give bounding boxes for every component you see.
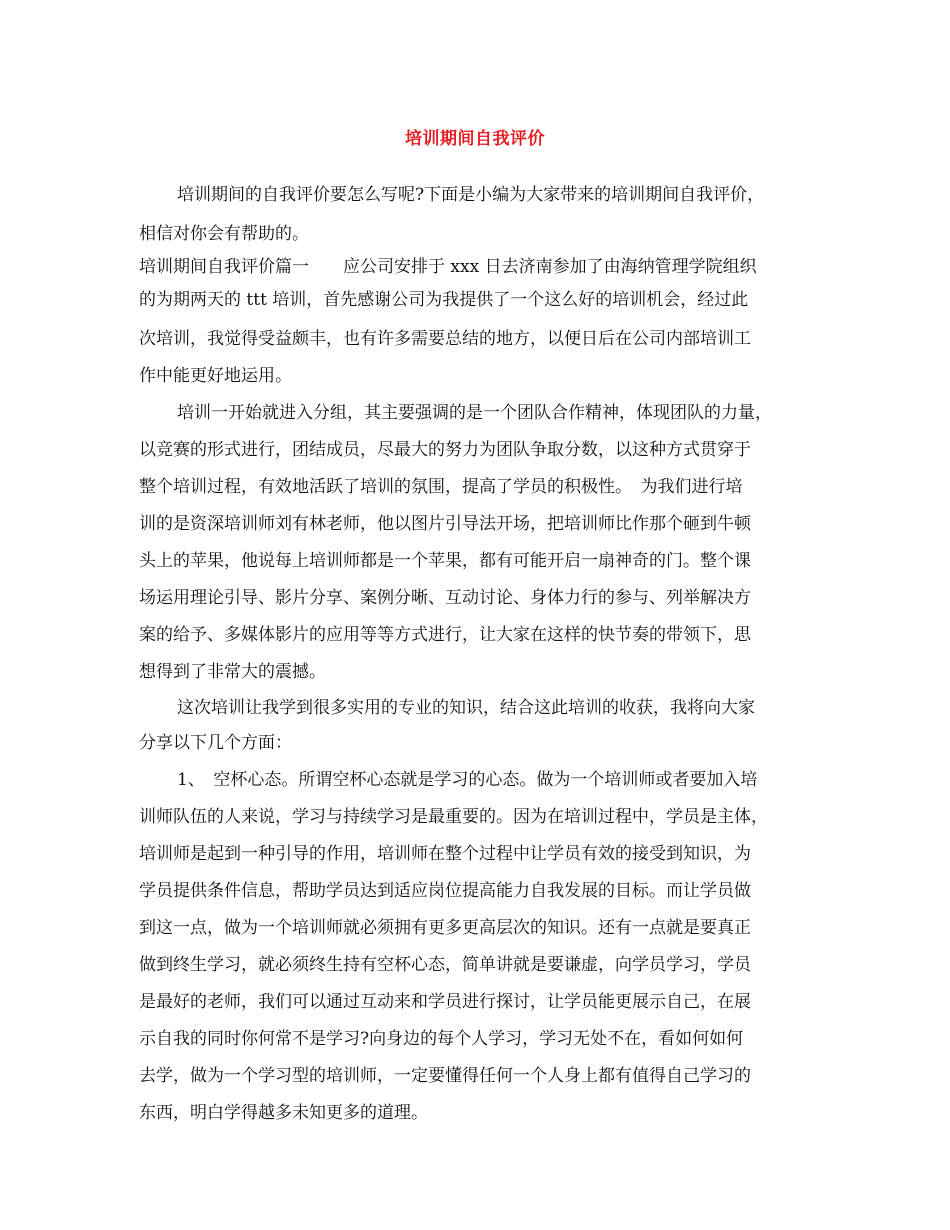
paragraph-line: 分享以下几个方面：: [139, 733, 292, 753]
paragraph-line: 培训期间的自我评价要怎么写呢?下面是小编为大家带来的培训期间自我评价，: [177, 185, 765, 205]
paragraph-line: 以竞赛的形式进行，团结成员，尽最大的努力为团队争取分数，以这种方式贯穿于: [139, 440, 751, 460]
paragraph-line: 去学，做为一个学习型的培训师，一定要懂得任何一个人身上都有值得自己学习的: [139, 1066, 751, 1086]
paragraph-line: 训的是资深培训师刘有林老师，他以图片引导法开场，把培训师比作那个砸到牛顿: [139, 514, 751, 534]
paragraph-line: 东西，明白学得越多未知更多的道理。: [139, 1103, 428, 1123]
paragraph-line: 作中能更好地运用。: [139, 366, 292, 386]
paragraph-line: 想得到了非常大的震撼。: [139, 662, 326, 682]
paragraph-line: 是最好的老师，我们可以通过互动来和学员进行探讨，让学员能更展示自己，在展: [139, 992, 751, 1012]
paragraph-line: 示自我的同时你何常不是学习?向身边的每个人学习，学习无处不在，看如何如何: [139, 1029, 744, 1049]
paragraph-line: 学员提供条件信息，帮助学员达到适应岗位提高能力自我发展的目标。而让学员做: [139, 881, 751, 901]
paragraph-line: 1、 空杯心态。所谓空杯心态就是学习的心态。做为一个培训师或者要加入培: [177, 770, 758, 790]
document-title: 培训期间自我评价: [405, 129, 545, 149]
paragraph-line: 训师队伍的人来说，学习与持续学习是最重要的。因为在培训过程中，学员是主体，: [139, 807, 768, 827]
paragraph-line: 整个培训过程，有效地活跃了培训的氛围，提高了学员的积极性。 为我们进行培: [139, 477, 743, 497]
paragraph-line: 的为期两天的 ttt 培训，首先感谢公司为我提供了一个这么好的培训机会，经过此: [139, 290, 749, 310]
paragraph-line: 培训师是起到一种引导的作用，培训师在整个过程中让学员有效的接受到知识，为: [139, 844, 751, 864]
paragraph-line: 做到终生学习，就必须终生持有空杯心态，简单讲就是要谦虚，向学员学习，学员: [139, 955, 751, 975]
paragraph-line: 相信对你会有帮助的。: [139, 224, 309, 244]
paragraph-line: 这次培训让我学到很多实用的专业的知识，结合这此培训的收获，我将向大家: [177, 698, 755, 718]
paragraph-line: 次培训，我觉得受益颇丰，也有许多需要总结的地方，以便日后在公司内部培训工: [139, 329, 751, 349]
paragraph-line: 培训期间自我评价篇一 应公司安排于 xxx 日去济南参加了由海纳管理学院组织: [139, 257, 757, 277]
paragraph-line: 头上的苹果，他说每上培训师都是一个苹果，都有可能开启一扇神奇的门。整个课: [139, 551, 751, 571]
paragraph-line: 案的给予、多媒体影片的应用等等方式进行，让大家在这样的快节奏的带领下，思: [139, 625, 751, 645]
paragraph-line: 培训一开始就进入分组，其主要强调的是一个团队合作精神，体现团队的力量，: [177, 403, 772, 423]
paragraph-line: 到这一点，做为一个培训师就必须拥有更多更高层次的知识。还有一点就是要真正: [139, 918, 751, 938]
paragraph-line: 场运用理论引导、影片分享、案例分晰、互动讨论、身体力行的参与、列举解决方: [139, 588, 751, 608]
